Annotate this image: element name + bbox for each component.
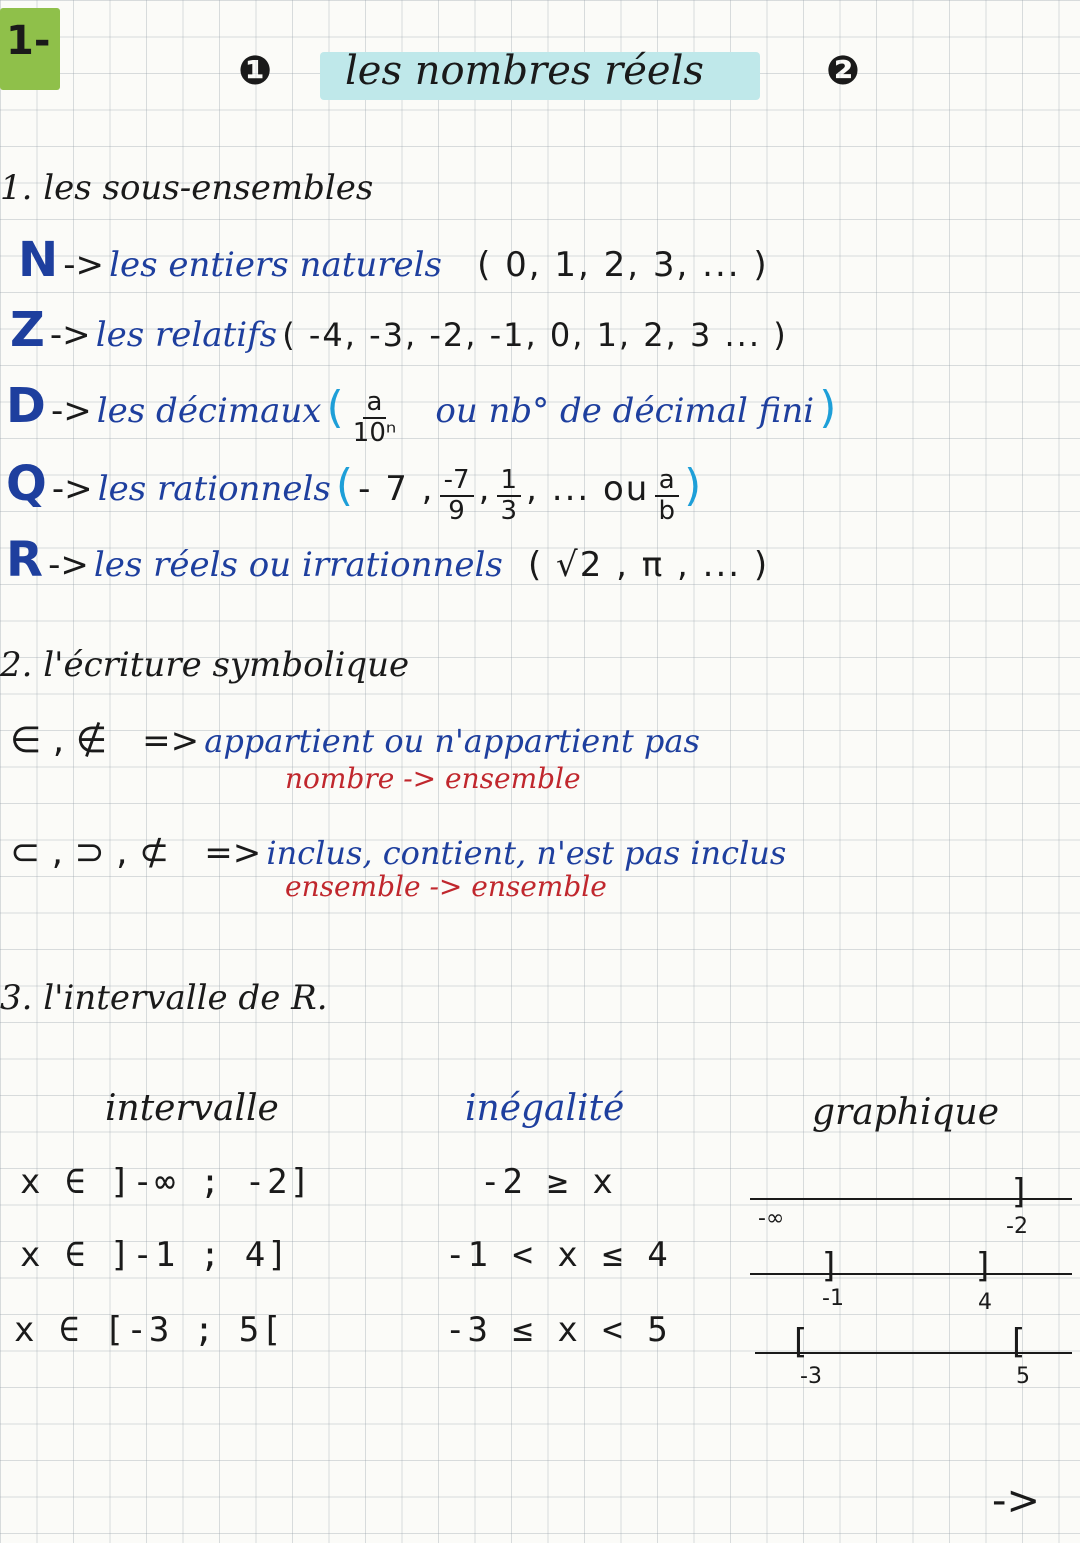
set-arrow: -> bbox=[63, 245, 105, 285]
set-letter: Z bbox=[10, 302, 45, 358]
set-row-z bbox=[10, 302, 788, 358]
membership-sub: nombre -> ensemble bbox=[285, 762, 581, 795]
set-letter: D bbox=[6, 378, 46, 434]
rational-mid: , ... ou bbox=[526, 469, 650, 509]
right-label: -2 bbox=[1006, 1214, 1028, 1239]
set-name: les réels ou irrationnels bbox=[93, 545, 503, 585]
left-bracket: [ bbox=[794, 1322, 808, 1362]
left-bracket: ] bbox=[822, 1246, 836, 1286]
inclusion-meaning: inclus, contient, n'est pas inclus bbox=[266, 834, 787, 872]
fraction-denominator: b bbox=[658, 495, 675, 526]
right-bracket: [ bbox=[1012, 1322, 1026, 1362]
page-number: 1- bbox=[6, 18, 51, 64]
implies-arrow: => bbox=[204, 833, 262, 873]
set-arrow: -> bbox=[48, 545, 89, 585]
set-name: les relatifs bbox=[95, 315, 278, 355]
left-label: -∞ bbox=[758, 1206, 785, 1231]
membership-symbols: ∈ , ∉ bbox=[10, 720, 108, 761]
inequality-row-2: -1 < x ≤ 4 bbox=[445, 1235, 670, 1275]
set-example: ( -4, -3, -2, -1, 0, 1, 2, 3 ... ) bbox=[282, 316, 788, 354]
interval-row-1: x ∈ ]-∞ ; -2] bbox=[20, 1162, 313, 1202]
section3-heading: 3. l'intervalle de R. bbox=[0, 978, 328, 1018]
fraction-denominator: 10ⁿ bbox=[352, 417, 397, 448]
fraction bbox=[654, 466, 679, 525]
set-example: ( √2 , π , ... ) bbox=[527, 545, 770, 585]
title-left-mark: ❶ bbox=[238, 48, 272, 94]
set-arrow: -> bbox=[51, 469, 93, 509]
set-arrow: -> bbox=[50, 391, 92, 431]
fraction-numerator: a bbox=[655, 466, 679, 497]
column-inequality: inégalité bbox=[465, 1088, 625, 1129]
section1-heading: 1. les sous-ensembles bbox=[0, 168, 374, 208]
page-number-tab bbox=[0, 8, 60, 90]
fraction-numerator: -7 bbox=[440, 466, 474, 497]
set-letter: Q bbox=[6, 456, 47, 512]
inequality-row-3: -3 ≤ x < 5 bbox=[445, 1310, 670, 1350]
set-name: les rationnels bbox=[97, 469, 331, 509]
set-row-q: Q -> les rationnels ( - 7 , $\frac{-7}{9}$ , $\frac{1}{3}$ , ... ou $\frac{a}{b}$ ) bbox=[6, 456, 702, 526]
open-paren: ( bbox=[326, 382, 344, 433]
set-example: ( 0, 1, 2, 3, ... ) bbox=[477, 245, 769, 285]
axis-line bbox=[750, 1273, 1072, 1275]
interval-row-3: x ∈ [-3 ; 5[ bbox=[14, 1310, 284, 1350]
fraction bbox=[440, 466, 474, 525]
close-paren: ) bbox=[819, 382, 837, 433]
fraction bbox=[349, 388, 400, 447]
set-arrow: -> bbox=[49, 315, 91, 355]
set-row-r bbox=[6, 532, 769, 588]
set-row-n bbox=[18, 232, 769, 288]
left-label: -3 bbox=[800, 1364, 822, 1389]
left-label: -1 bbox=[822, 1286, 844, 1311]
rational-example: - 7 , bbox=[358, 469, 435, 509]
inclusion-sub: ensemble -> ensemble bbox=[285, 870, 607, 903]
interval-row-2: x ∈ ]-1 ; 4] bbox=[20, 1235, 290, 1275]
fraction-numerator: 1 bbox=[497, 466, 522, 497]
decimal-tail: ou nb° de décimal fini bbox=[435, 391, 815, 431]
set-name: les décimaux bbox=[96, 391, 322, 431]
fraction bbox=[497, 466, 522, 525]
next-page-arrow: -> bbox=[992, 1478, 1040, 1524]
set-letter: R bbox=[6, 532, 43, 588]
membership-meaning: appartient ou n'appartient pas bbox=[204, 722, 700, 760]
symbol-line-membership bbox=[10, 720, 700, 761]
inclusion-symbols: ⊂ , ⊃ , ⊄ bbox=[10, 832, 170, 873]
open-paren: ( bbox=[335, 460, 354, 511]
fraction-denominator: 9 bbox=[448, 495, 465, 526]
section2-heading: 2. l'écriture symbolique bbox=[0, 645, 410, 685]
set-name: les entiers naturels bbox=[109, 245, 442, 285]
implies-arrow: => bbox=[142, 721, 200, 761]
right-bracket: ] bbox=[976, 1246, 990, 1286]
column-graph: graphique bbox=[812, 1092, 999, 1133]
symbol-line-inclusion bbox=[10, 832, 786, 873]
column-interval: intervalle bbox=[105, 1088, 279, 1129]
inequality-row-1: -2 ≥ x bbox=[480, 1162, 615, 1202]
page-title: les nombres réels bbox=[345, 48, 704, 94]
right-bracket: ] bbox=[1012, 1172, 1026, 1212]
set-letter: N bbox=[18, 232, 59, 288]
set-row-d bbox=[6, 378, 836, 447]
fraction-numerator: a bbox=[363, 388, 387, 419]
title-right-mark: ❷ bbox=[826, 48, 860, 94]
right-label: 4 bbox=[978, 1290, 992, 1315]
close-paren: ) bbox=[684, 460, 702, 511]
fraction-denominator: 3 bbox=[500, 495, 518, 526]
right-label: 5 bbox=[1016, 1364, 1030, 1389]
